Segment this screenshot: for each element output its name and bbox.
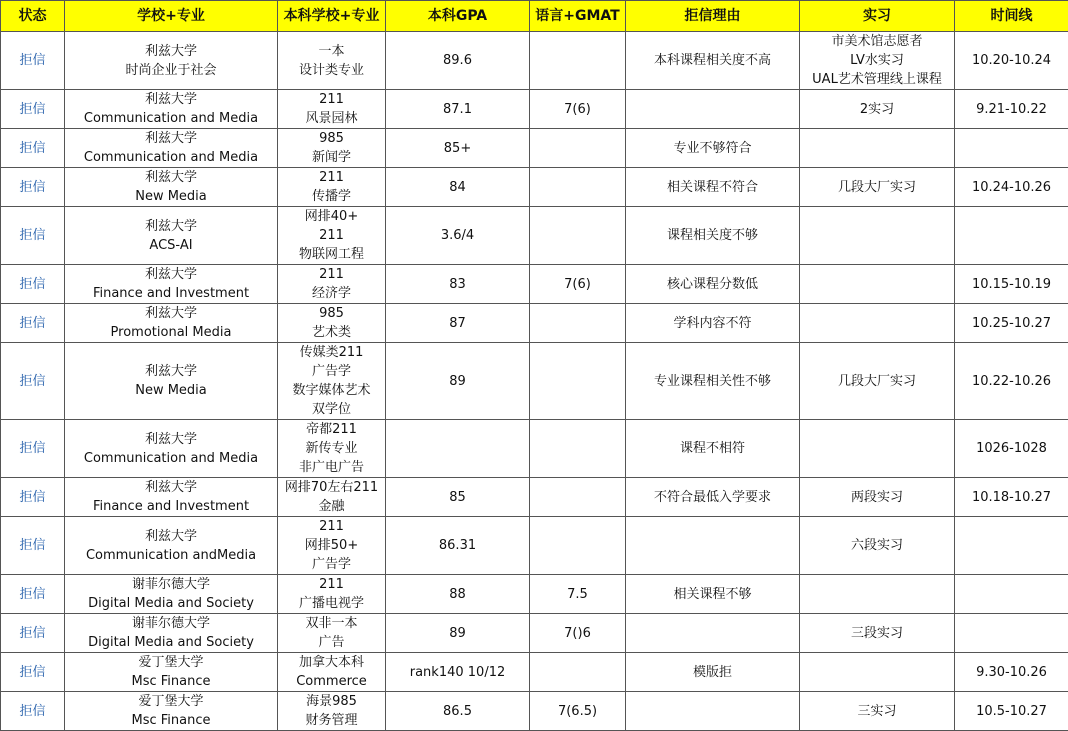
cell-line: 帝都211 (280, 420, 383, 439)
rejection-reason-cell (626, 614, 800, 653)
gpa-cell: 84 (386, 168, 530, 207)
cell-line: 利兹大学 (67, 90, 275, 109)
internship-cell (800, 168, 955, 207)
status-cell: 拒信 (1, 168, 65, 207)
rejection-reason-cell (626, 517, 800, 575)
cell-line: Commerce (280, 672, 383, 691)
status-cell: 拒信 (1, 304, 65, 343)
gpa-cell: 87.1 (386, 90, 530, 129)
language-gmat-cell: 7(6) (530, 90, 626, 129)
gpa-cell: 89.6 (386, 32, 530, 90)
cell-line: 211 (280, 575, 383, 594)
internship-cell (800, 90, 955, 129)
timeline-cell: 10.5-10.27 (955, 692, 1068, 731)
cell-line: Communication and Media (67, 148, 275, 167)
cell-line: LV水实习 (802, 51, 952, 70)
timeline-cell: 10.18-10.27 (955, 478, 1068, 517)
cell-line: 非广电广告 (280, 458, 383, 477)
status-cell: 拒信 (1, 420, 65, 478)
internship-cell (800, 614, 955, 653)
cell-line: 传媒类211 (280, 343, 383, 362)
school-major-cell (65, 575, 278, 614)
language-gmat-cell (530, 207, 626, 265)
rejection-reason-cell: 不符合最低入学要求 (626, 478, 800, 517)
cell-line: ACS-AI (67, 236, 275, 255)
cell-line: Finance and Investment (67, 284, 275, 303)
timeline-cell (955, 575, 1068, 614)
undergrad-cell (278, 614, 386, 653)
cell-line: 利兹大学 (67, 527, 275, 546)
undergrad-cell (278, 90, 386, 129)
school-major-cell (65, 129, 278, 168)
internship-cell (800, 207, 955, 265)
cell-line: 市美术馆志愿者 (802, 32, 952, 51)
internship-cell (800, 478, 955, 517)
language-gmat-cell (530, 478, 626, 517)
cell-line: 海景985 (280, 692, 383, 711)
timeline-cell: 9.30-10.26 (955, 653, 1068, 692)
cell-line: Msc Finance (67, 711, 275, 730)
table-body (1, 32, 1068, 731)
language-gmat-cell (530, 653, 626, 692)
cell-line: Communication and Media (67, 449, 275, 468)
timeline-cell: 10.24-10.26 (955, 168, 1068, 207)
cell-line: Digital Media and Society (67, 594, 275, 613)
cell-line: Communication and Media (67, 109, 275, 128)
table-row (1, 420, 1068, 478)
undergrad-cell (278, 168, 386, 207)
internship-cell (800, 304, 955, 343)
language-gmat-cell: 7.5 (530, 575, 626, 614)
cell-line: 利兹大学 (67, 478, 275, 497)
gpa-cell: 83 (386, 265, 530, 304)
undergrad-cell (278, 517, 386, 575)
undergrad-cell (278, 653, 386, 692)
school-major-cell (65, 653, 278, 692)
cell-line: 利兹大学 (67, 265, 275, 284)
gpa-cell (386, 420, 530, 478)
timeline-cell: 10.22-10.26 (955, 343, 1068, 420)
gpa-cell: 89 (386, 614, 530, 653)
cell-line: 加拿大本科 (280, 653, 383, 672)
status-cell: 拒信 (1, 129, 65, 168)
timeline-cell (955, 207, 1068, 265)
cell-line: New Media (67, 187, 275, 206)
timeline-cell: 10.15-10.19 (955, 265, 1068, 304)
status-cell: 拒信 (1, 614, 65, 653)
status-cell: 拒信 (1, 517, 65, 575)
header-school-major: 学校+专业 (65, 1, 278, 32)
rejection-reason-cell: 本科课程相关度不高 (626, 32, 800, 90)
cell-line: Msc Finance (67, 672, 275, 691)
cell-line: 利兹大学 (67, 430, 275, 449)
cell-line: 三实习 (802, 702, 952, 721)
school-major-cell (65, 517, 278, 575)
rejection-reason-cell: 课程不相符 (626, 420, 800, 478)
rejection-reason-cell: 相关课程不够 (626, 575, 800, 614)
cell-line: 一本 (280, 42, 383, 61)
language-gmat-cell (530, 129, 626, 168)
header-rejection-reason: 拒信理由 (626, 1, 800, 32)
table-row (1, 129, 1068, 168)
gpa-cell: 86.5 (386, 692, 530, 731)
table-row (1, 207, 1068, 265)
school-major-cell (65, 614, 278, 653)
cell-line: 网排40+ (280, 207, 383, 226)
rejection-reason-cell: 模版拒 (626, 653, 800, 692)
rejection-reason-cell: 核心课程分数低 (626, 265, 800, 304)
cell-line: 物联网工程 (280, 245, 383, 264)
cell-line: 风景园林 (280, 109, 383, 128)
cell-line: 时尚企业于社会 (67, 61, 275, 80)
timeline-cell: 9.21-10.22 (955, 90, 1068, 129)
timeline-cell (955, 517, 1068, 575)
cell-line: 六段实习 (802, 536, 952, 555)
rejection-reason-cell: 学科内容不符 (626, 304, 800, 343)
school-major-cell (65, 420, 278, 478)
cell-line: 利兹大学 (67, 362, 275, 381)
cell-line: 985 (280, 129, 383, 148)
status-cell: 拒信 (1, 265, 65, 304)
rejection-reason-cell: 相关课程不符合 (626, 168, 800, 207)
status-cell: 拒信 (1, 575, 65, 614)
internship-cell (800, 653, 955, 692)
rejection-reason-cell: 课程相关度不够 (626, 207, 800, 265)
cell-line: New Media (67, 381, 275, 400)
cell-line: 设计类专业 (280, 61, 383, 80)
cell-line: 数字媒体艺术 (280, 381, 383, 400)
undergrad-cell (278, 478, 386, 517)
header-row (1, 1, 1068, 32)
timeline-cell: 1026-1028 (955, 420, 1068, 478)
cell-line: 广告学 (280, 555, 383, 574)
cell-line: 两段实习 (802, 488, 952, 507)
cell-line: 新传专业 (280, 439, 383, 458)
table-row (1, 478, 1068, 517)
table-row (1, 265, 1068, 304)
cell-line: 211 (280, 265, 383, 284)
undergrad-cell (278, 575, 386, 614)
cell-line: 艺术类 (280, 323, 383, 342)
header-internship: 实习 (800, 1, 955, 32)
status-cell: 拒信 (1, 207, 65, 265)
rejection-reason-cell (626, 90, 800, 129)
cell-line: 传播学 (280, 187, 383, 206)
cell-line: 广播电视学 (280, 594, 383, 613)
cell-line: 双学位 (280, 400, 383, 419)
cell-line: 新闻学 (280, 148, 383, 167)
cell-line: 爱丁堡大学 (67, 653, 275, 672)
table-row (1, 32, 1068, 90)
header-status: 状态 (1, 1, 65, 32)
cell-line: 利兹大学 (67, 129, 275, 148)
timeline-cell (955, 129, 1068, 168)
language-gmat-cell (530, 168, 626, 207)
language-gmat-cell (530, 517, 626, 575)
internship-cell (800, 420, 955, 478)
language-gmat-cell (530, 304, 626, 343)
cell-line: UAL艺术管理线上课程 (802, 70, 952, 89)
cell-line: 广告学 (280, 362, 383, 381)
cell-line: 2实习 (802, 100, 952, 119)
cell-line: 几段大厂实习 (802, 372, 952, 391)
undergrad-cell (278, 420, 386, 478)
language-gmat-cell (530, 420, 626, 478)
internship-cell (800, 517, 955, 575)
gpa-cell: 85+ (386, 129, 530, 168)
school-major-cell (65, 32, 278, 90)
cell-line: 网排50+ (280, 536, 383, 555)
internship-cell (800, 32, 955, 90)
cell-line: Communication andMedia (67, 546, 275, 565)
cell-line: 211 (280, 90, 383, 109)
cell-line: 网排70左右211 (280, 478, 383, 497)
undergrad-cell (278, 265, 386, 304)
status-cell: 拒信 (1, 478, 65, 517)
gpa-cell: 3.6/4 (386, 207, 530, 265)
cell-line: Finance and Investment (67, 497, 275, 516)
timeline-cell: 10.20-10.24 (955, 32, 1068, 90)
gpa-cell: 89 (386, 343, 530, 420)
gpa-cell: 87 (386, 304, 530, 343)
internship-cell (800, 265, 955, 304)
school-major-cell (65, 207, 278, 265)
cell-line: 金融 (280, 497, 383, 516)
table-row (1, 517, 1068, 575)
school-major-cell (65, 168, 278, 207)
gpa-cell: 88 (386, 575, 530, 614)
language-gmat-cell (530, 343, 626, 420)
undergrad-cell (278, 304, 386, 343)
rejection-reason-cell: 专业课程相关性不够 (626, 343, 800, 420)
cell-line: 谢菲尔德大学 (67, 614, 275, 633)
cell-line: 利兹大学 (67, 217, 275, 236)
school-major-cell (65, 265, 278, 304)
table-row (1, 614, 1068, 653)
gpa-cell: rank140 10/12 (386, 653, 530, 692)
cell-line: Digital Media and Society (67, 633, 275, 652)
header-undergrad-school-major: 本科学校+专业 (278, 1, 386, 32)
status-cell: 拒信 (1, 692, 65, 731)
internship-cell (800, 575, 955, 614)
school-major-cell (65, 90, 278, 129)
header-gpa: 本科GPA (386, 1, 530, 32)
header-timeline: 时间线 (955, 1, 1068, 32)
undergrad-cell (278, 343, 386, 420)
table-row (1, 653, 1068, 692)
cell-line: 财务管理 (280, 711, 383, 730)
cell-line: 985 (280, 304, 383, 323)
school-major-cell (65, 304, 278, 343)
table-row (1, 575, 1068, 614)
cell-line: 广告 (280, 633, 383, 652)
gpa-cell: 86.31 (386, 517, 530, 575)
cell-line: 211 (280, 226, 383, 245)
language-gmat-cell (530, 32, 626, 90)
cell-line: 利兹大学 (67, 42, 275, 61)
cell-line: 211 (280, 168, 383, 187)
undergrad-cell (278, 207, 386, 265)
internship-cell (800, 343, 955, 420)
undergrad-cell (278, 32, 386, 90)
school-major-cell (65, 478, 278, 517)
status-cell: 拒信 (1, 653, 65, 692)
cell-line: 经济学 (280, 284, 383, 303)
table-row (1, 343, 1068, 420)
table-row (1, 168, 1068, 207)
undergrad-cell (278, 129, 386, 168)
table-row (1, 304, 1068, 343)
internship-cell (800, 129, 955, 168)
cell-line: 211 (280, 517, 383, 536)
cell-line: 利兹大学 (67, 304, 275, 323)
language-gmat-cell: 7(6) (530, 265, 626, 304)
table-row (1, 90, 1068, 129)
gpa-cell: 85 (386, 478, 530, 517)
table-header (1, 1, 1068, 32)
cell-line: 利兹大学 (67, 168, 275, 187)
cell-line: Promotional Media (67, 323, 275, 342)
cell-line: 爱丁堡大学 (67, 692, 275, 711)
status-cell: 拒信 (1, 343, 65, 420)
status-cell: 拒信 (1, 90, 65, 129)
cell-line: 三段实习 (802, 624, 952, 643)
cell-line: 双非一本 (280, 614, 383, 633)
language-gmat-cell: 7(6.5) (530, 692, 626, 731)
header-language-gmat: 语言+GMAT (530, 1, 626, 32)
timeline-cell: 10.25-10.27 (955, 304, 1068, 343)
cell-line: 谢菲尔德大学 (67, 575, 275, 594)
status-cell: 拒信 (1, 32, 65, 90)
timeline-cell (955, 614, 1068, 653)
school-major-cell (65, 343, 278, 420)
language-gmat-cell: 7()6 (530, 614, 626, 653)
rejection-reason-cell: 专业不够符合 (626, 129, 800, 168)
cell-line: 几段大厂实习 (802, 178, 952, 197)
